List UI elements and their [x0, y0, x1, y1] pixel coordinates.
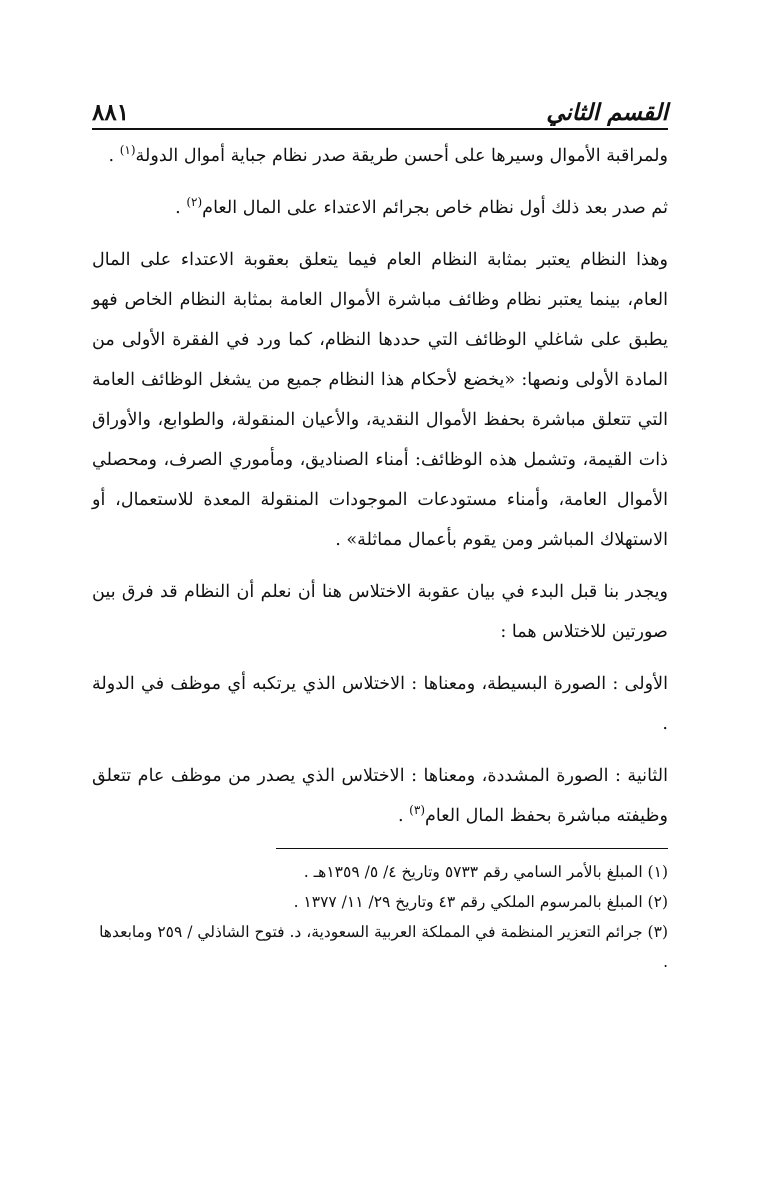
section-title: القسم الثاني [546, 99, 668, 126]
page-number: ٨٨١ [92, 99, 130, 126]
paragraph-2-tail: . [175, 198, 187, 218]
paragraph-1-text: ولمراقبة الأموال وسيرها على أحسن طريقة صدر نظام جباية أموال الدولة [135, 146, 668, 166]
paragraph-2 [92, 188, 668, 228]
footnotes [92, 857, 668, 977]
paragraph-1-tail: . [108, 146, 120, 166]
footnote-rule [276, 848, 668, 849]
footnote-ref-2: (٢) [186, 195, 203, 210]
paragraph-5 [92, 664, 668, 744]
footnote-2: (٢) المبلغ بالمرسوم الملكي رقم ٤٣ وتاريخ ٢٩/ ١١/ ١٣٧٧ . [293, 893, 668, 911]
paragraph-1 [92, 136, 668, 176]
book-page [92, 80, 668, 977]
paragraph-6-text: الثانية : الصورة المشددة، ومعناها : الاختلاس الذي يصدر من موظف عام تتعلق وظيفته مباشرة بحفظ المال العام [92, 766, 668, 826]
body-text [92, 136, 668, 836]
paragraph-6-tail: . [397, 806, 410, 826]
header-rule [92, 128, 668, 130]
footnote-ref-1: (١) [119, 143, 136, 158]
paragraph-4 [92, 572, 668, 652]
page-header [92, 80, 668, 126]
footnote-3: (٣) جرائم التعزير المنظمة في المملكة العربية السعودية، د. فتوح الشاذلي / ٢٥٩ ومابعدها . [99, 923, 668, 971]
footnote-ref-3: (٣) [409, 803, 425, 818]
paragraph-4-text: ويجدر بنا قبل البدء في بيان عقوبة الاختلاس هنا أن نعلم أن النظام قد فرق بين صورتين للاختلاس هما : [92, 582, 668, 642]
paragraph-3 [92, 240, 668, 560]
paragraph-5-text: الأولى : الصورة البسيطة، ومعناها : الاختلاس الذي يرتكبه أي موظف في الدولة . [92, 674, 668, 734]
footnote-1: (١) المبلغ بالأمر السامي رقم ٥٧٣٣ وتاريخ ٤/ ٥/ ١٣٥٩هـ . [303, 863, 668, 881]
paragraph-6 [92, 756, 668, 836]
paragraph-3-text: وهذا النظام يعتبر بمثابة النظام العام فيما يتعلق بعقوبة الاعتداء على المال العام، بينما يعتبر نظام وظائف مباشرة الأموال العامة بمثابة النظام الخاص فهو يطبق على شاغلي الوظائف التي حددها النظام، كما ورد في الفقرة الأولى من المادة الأولى ونصها: «يخضع لأحكام هذا النظام جميع من يشغل الوظائف العامة التي تتعلق مباشرة بحفظ الأموال النقدية، والأعيان المنقولة، والطوابع، والأوراق ذات القيمة، وتشمل هذه الوظائف: أمناء الصناديق، ومأموري الصرف، ومحصلي الأموال العامة، وأمناء مستودعات الموجودات المنقولة المعدة للاستعمال، أو الاستهلاك المباشر ومن يقوم بأعمال مماثلة» . [92, 250, 668, 550]
paragraph-2-text: ثم صدر بعد ذلك أول نظام خاص بجرائم الاعتداء على المال العام [202, 198, 668, 218]
